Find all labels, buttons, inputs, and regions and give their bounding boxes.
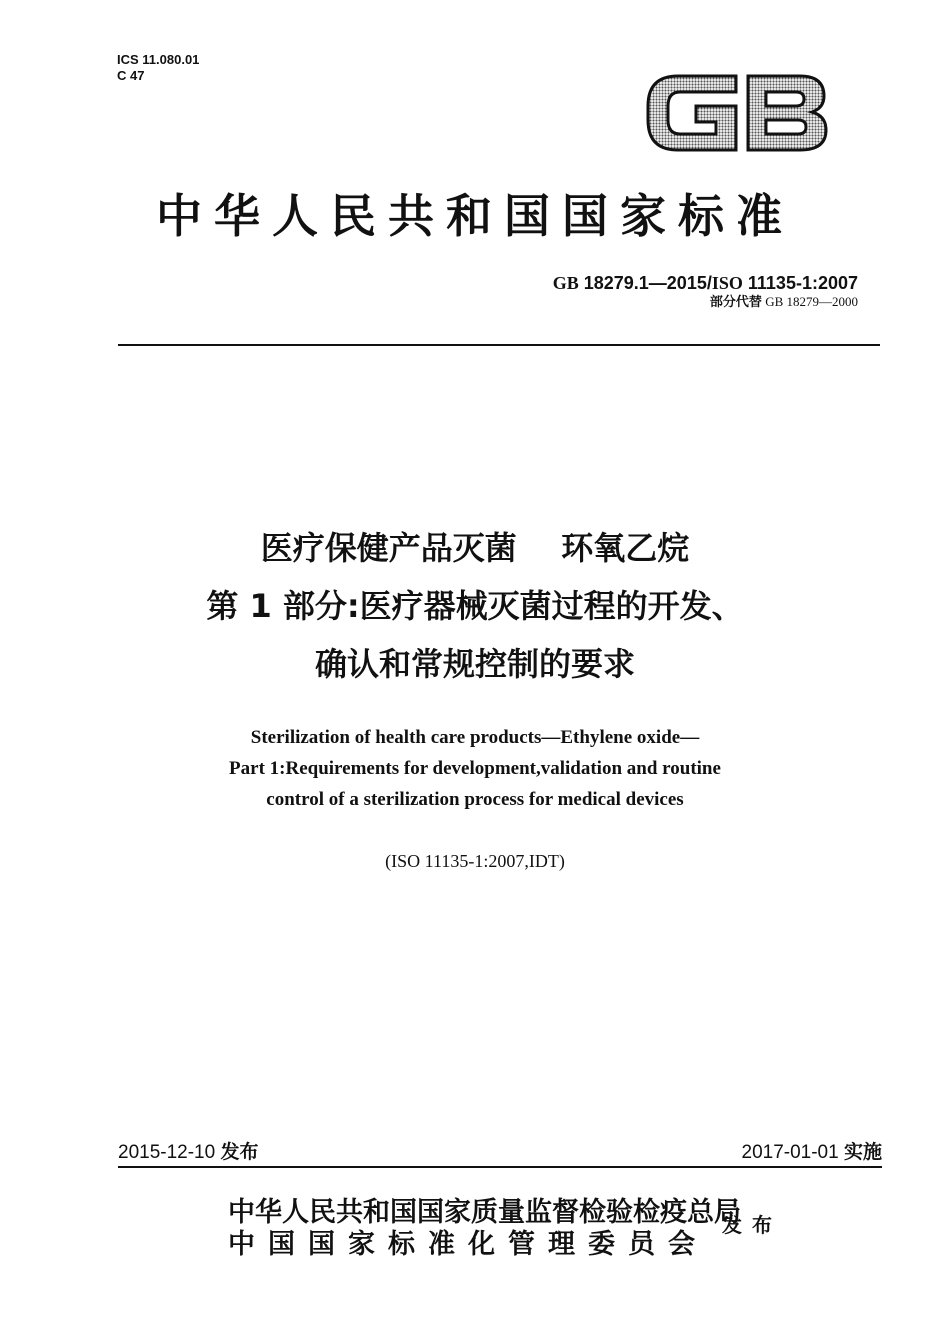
footer-divider <box>118 1166 882 1168</box>
page-title: 中华人民共和国国家标准 <box>156 189 794 243</box>
effective-date <box>742 1140 883 1165</box>
iso-code: 11135-1:2007 <box>747 273 858 293</box>
en-title-line-2: Part 1:Requirements for development,validation and routine <box>229 758 721 779</box>
release-date-label: 发布 <box>220 1141 259 1163</box>
standard-number <box>553 272 858 294</box>
gb-logo <box>640 62 832 162</box>
issued-label: 发布 <box>722 1213 782 1237</box>
replacement-note <box>710 294 858 311</box>
effective-date-value: 2017-01-01 <box>741 1142 839 1163</box>
header-divider <box>118 344 880 346</box>
ics-code: ICS 11.080.01 <box>117 52 200 67</box>
replace-ref: GB 18279—2000 <box>765 294 858 309</box>
ics-classification <box>117 52 199 84</box>
issuer-sac: 中国国家标准化管理委员会 <box>228 1229 708 1260</box>
en-title-line-1: Sterilization of health care products—Ethylene oxide— <box>250 727 700 748</box>
en-title-line-3: control of a sterilization process for medical devices <box>266 789 684 810</box>
cn-title-line-2: 第 1 部分:医疗器械灭菌过程的开发、 <box>206 587 744 625</box>
ccs-code: C 47 <box>117 68 145 83</box>
iso-equivalence: (ISO 11135-1:2007,IDT) <box>385 851 565 871</box>
iso-prefix: ISO <box>711 273 743 293</box>
release-date <box>118 1140 259 1165</box>
cn-title-line-1: 医疗保健产品灭菌 环氧乙烷 <box>260 529 690 567</box>
effective-date-label: 实施 <box>843 1141 882 1163</box>
issuer-aqsiq: 中华人民共和国国家质量监督检验检疫总局 <box>228 1197 741 1228</box>
standard-prefix: GB <box>552 273 579 293</box>
release-date-value: 2015-12-10 <box>118 1142 216 1163</box>
replace-label: 部分代替 <box>709 295 762 310</box>
cn-title-line-3: 确认和常规控制的要求 <box>314 645 635 683</box>
gb-logo-icon <box>640 62 832 162</box>
standard-code: 18279.1—2015/ <box>583 273 712 293</box>
